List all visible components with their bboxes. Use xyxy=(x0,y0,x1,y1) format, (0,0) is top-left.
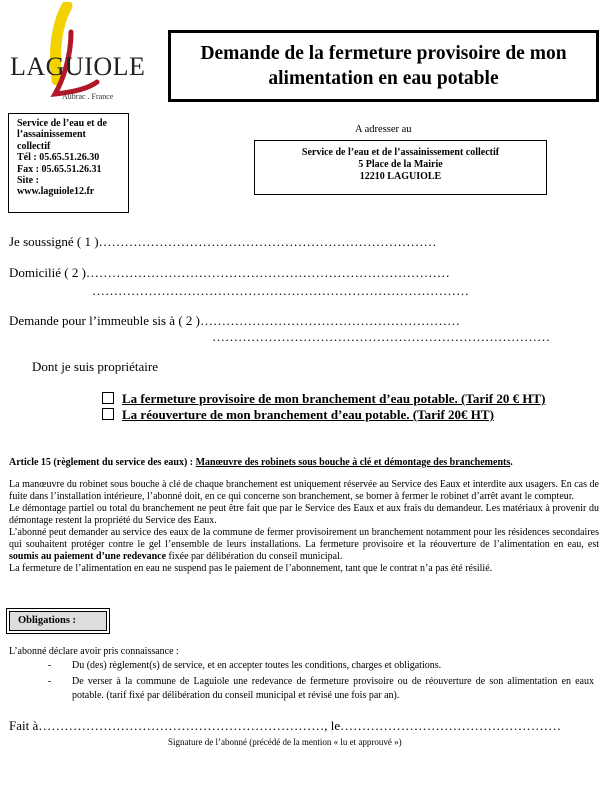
fermeture-checkbox[interactable] xyxy=(102,392,114,404)
immeuble-field[interactable]: Demande pour l’immeuble sis à ( 2 )…………………………………………………… xyxy=(9,313,460,328)
obligations-intro: L’abonné déclare avoir pris connaissance : xyxy=(9,646,179,657)
proprietaire-text: Dont je suis propriétaire xyxy=(32,359,158,374)
address-box: Service de l’eau et de l’assainissement collectif 5 Place de la Mairie 12210 LAGUIOLE xyxy=(254,140,547,195)
reouverture-checkbox[interactable] xyxy=(102,408,114,420)
domicile-field[interactable]: Domicilié ( 2 )………………………………………………………………………… xyxy=(9,265,450,280)
obligation-item: Du (des) règlement(s) de service, et en accepter toutes les conditions, charges et obligations. xyxy=(72,660,442,671)
service-contact-box: Service de l’eau et de l’assainissement collectif Tél : 05.65.51.26.30 Fax : 05.65.51.26.31 Site : www.laguiole12.fr xyxy=(8,113,129,213)
logo-text: LAGUIOLE xyxy=(10,52,146,81)
option-reouverture[interactable]: La réouverture de mon branchement d’eau potable. (Tarif 20€ HT) xyxy=(102,407,494,423)
logo-subtitle: Aubrac . France xyxy=(62,92,114,101)
page-title: Demande de la fermeture provisoire de mon alimentation en eau potable xyxy=(168,30,599,102)
bullet-dash: - xyxy=(48,660,52,671)
option-fermeture[interactable]: La fermeture provisoire de mon branchement d’eau potable. (Tarif 20 € HT) xyxy=(102,391,545,407)
domicile-field-continued[interactable]: …………………………………………………………………………… xyxy=(92,283,469,298)
bullet-dash: - xyxy=(48,676,52,687)
article-heading: Article 15 (règlement du service des eaux) : Manœuvre des robinets sous bouche à clé et démontage des branchements. xyxy=(9,457,513,468)
address-label: A adresser au xyxy=(355,124,412,135)
article-body: La manœuvre du robinet sous bouche à clé de chaque branchement est uniquement réservée au Service des Eaux et interdite aux usagers. En cas de fuite dans l’installation intérieure, l’abonné doit, en ce qui concerne son branchement, se borner à fermer le robinet d’arrêt avant le compteur. Le démontage partiel ou total du branchement ne peut être fait que par le Service des Eaux et aux frais du demandeur. Les matériaux à provenir du démontage restent la propriété du Service des Eaux. L’abonné peut demander au service des eaux de la commune de fermer provisoirement un branchement notamment pour les résidences secondaires qui souhaitent protéger contre le gel l’ensemble de leurs installations. La fermeture provisoire et la réouverture de l’alimentation en eau, est soumis au paiement d’une redevance fixée par délibération du conseil municipal. La fermeture de l’alimentation en eau ne suspend pas le paiement de l’abonnement, tant que le contrat n’a pas été résilié. xyxy=(9,479,599,574)
obligation-item: De verser à la commune de Laguiole une redevance de fermeture provisoire ou de réouverture de son alimentation en eaux potable. (tarif fixé par délibération du conseil municipal et révisé une fois par an). xyxy=(72,676,594,701)
obligations-label: Obligations : xyxy=(9,611,107,631)
signature-mention: Signature de l’abonné (précédé de la mention « lu et approuvé ») xyxy=(168,737,402,747)
fait-a-field[interactable]: Fait à…………………………………………………………, le…………………………………………… xyxy=(9,718,562,733)
soussigne-field[interactable]: Je soussigné ( 1 )…………………………………………………………………… xyxy=(9,234,437,249)
immeuble-field-continued[interactable]: …………………………………………………………………… xyxy=(212,329,550,344)
